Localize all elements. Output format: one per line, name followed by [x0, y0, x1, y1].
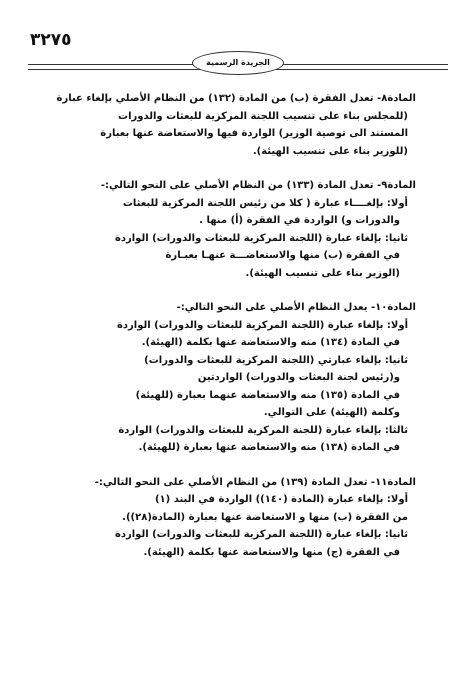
article-line: و(رئيس لجنة البعثات والدورات) الواردتين [197, 372, 400, 383]
article-line: في المادة (١٣٥) منه والاستعاضة عنهما بعبارة (للهيئة) [135, 389, 400, 401]
article-line: ثالثا: بإلغاء عبارة (للجنة المركزية للبعثات والدورات) الواردة [118, 424, 408, 436]
article-line: المادة٩- تعدل المادة (١٣٣) من النظام الأصلي على النحو التالي:- [100, 180, 416, 191]
article-line: (للوزير بناء على تنسيب الهيئة). [252, 145, 408, 157]
page-number: ٣٢٧٥ [30, 30, 72, 50]
article-9 [48, 177, 416, 282]
article-line: المادة١٠- يعدل النظام الأصلي على النحو التالي:- [176, 302, 416, 313]
article-line: في الفقرة (ب) منها والاستعاضـــة عنهـا بعبـارة [165, 250, 400, 261]
article-line: أولا: بإلغاء عبارة (اللجنة المركزية للبعثات والدورات) الواردة [116, 319, 408, 331]
article-line: المستند الى توصية الوزير) الواردة فيها والاستعاضة عنها بعبارة [100, 128, 408, 139]
article-line: وكلمة (الهيئة) على التوالي. [263, 407, 400, 418]
article-10 [48, 299, 416, 457]
article-line: والدورات و) الواردة في الفقرة (أ) منها . [199, 215, 400, 226]
article-line: (للمجلس بناء على تنسيب اللجنة المركزية للبعثات والدورات [118, 110, 408, 122]
article-line: من الفقرة (ب) منها و الاستعاضة عنها بعبارة (المادة(٢٨)). [122, 511, 408, 523]
article-line: أولا: بإلغاء عبارة (المادة (١٤٠)) الواردة في البند (١) [154, 494, 408, 505]
gazette-name-badge: الجريدة الرسمية [192, 51, 284, 75]
article-line: أولا: بإلغــــاء عبارة ( كلا من رئيس اللجنة المركزية للبعثات [122, 197, 408, 209]
article-line: المادة١١- تعدل المادة (١٣٩) من النظام الأصلي على النحو التالي:- [94, 476, 416, 488]
document-body [48, 90, 416, 578]
article-line: ثانيا: بإلغاء عبارتي (اللجنة المركزية للبعثات والدورات) [144, 354, 408, 366]
article-11 [48, 474, 416, 562]
article-line: ثانيا: بإلغاء عبارة (اللجنة المركزية للبعثات والدورات) الواردة [114, 232, 408, 244]
article-line: في الفقرة (ج) منها والاستعاضة عنها بكلمة (الهيئة). [143, 546, 400, 558]
article-line: في المادة (١٣٤) منه والاستعاضة عنها بكلمة (الهيئة). [141, 337, 400, 348]
article-line: المادة٨- تعدل الفقرة (ب) من المادة (١٣٢) من النظام الأصلي بإلغاء عبارة [56, 93, 416, 104]
article-8 [48, 90, 416, 160]
article-line: ثانيا: بإلغاء عبارة (اللجنة المركزية للبعثات والدورات) الواردة [114, 529, 408, 540]
article-line: في المادة (١٣٨) منه والاستعاضة عنها بعبارة (للهيئة). [138, 442, 400, 453]
article-line: (الوزير بناء على تنسيب الهيئة). [245, 267, 400, 279]
